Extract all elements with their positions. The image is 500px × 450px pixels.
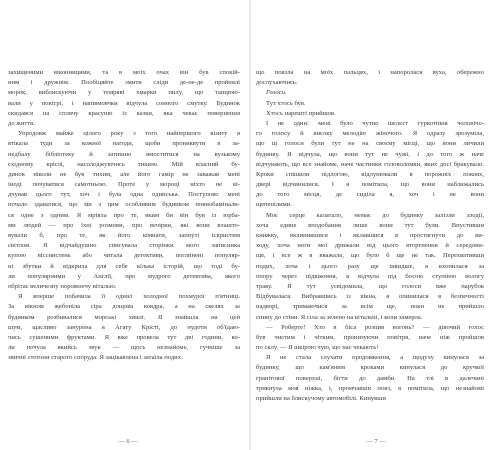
text-line: хоча едине вподобання лише вони тут були. Впустивши <box>256 221 484 229</box>
text-line: траву. Я тут усвідомила, що голоси вже парубок <box>256 282 484 290</box>
text-line: почало здаватися, що ми з цим особливим будинком повнобамінали- <box>8 201 240 209</box>
text-line: ли популярними у Англії, про мудрого детектива, якого <box>8 272 240 280</box>
text-line: східному кріслі, насолоджуючись тишею. Мій власний бу- <box>8 160 240 168</box>
text-line: ні збутки й відкрила для себе кілька історій, що тоді бу- <box>8 262 240 270</box>
book-gutter <box>249 0 251 450</box>
text-line: Кроки спішили підлогою, відлунювали в порожніх покоях, <box>256 170 484 178</box>
text-line: Моє серце калатало, немає до будинку залізли злодії, <box>266 211 484 219</box>
text-line: будинку. Я відчула, що вони тут не чужі, і до того ж наче <box>256 150 484 158</box>
text-line: звичні стогони старого споруда. Я зацікавлена і затаїла подих. <box>8 354 183 362</box>
text-line: Упродовж майже цілого року з того найпершого візиту я <box>18 130 240 138</box>
text-line: ще, і все ж я вважала, що було б ще не так. Перехвативши <box>256 252 484 260</box>
text-line: опору через підвіконня, я відчула під босою ступнею вологу <box>256 272 484 280</box>
text-line: вали у повітрі, і напівмовчки відчула сонного смутку. Будинок <box>8 99 240 107</box>
text-line: Я не стала слухати продовження, а щодуху кинулася за <box>266 354 484 362</box>
text-line: будинком розбивалися морські хвилі. Я знайшла на цей <box>8 313 240 321</box>
text-line: Хтось нарешті прийшов. <box>266 109 336 117</box>
text-line: іноді почуватися самотньою. Проте у мороці ніхто не ві- <box>8 181 240 189</box>
text-line: купою вісснистень або читала детективи, поглинені популяр- <box>8 252 240 260</box>
text-line: І не один: мені було чутно шелест гуркотіння чоловічо- <box>266 119 484 127</box>
text-line: дослухаючись. <box>256 79 298 87</box>
text-line: скидався на сплячу красуню із казки, яка чекає повернення <box>8 109 240 117</box>
text-line: відчувають, що все знайоме, наче частинки головоломки, яких досі бракувало. <box>256 160 484 168</box>
text-line: обрітає величезну порожнечу віталью. <box>8 282 117 290</box>
text-line: був чистим і чітким, пронизуючи повітря, наче ніж пройшов <box>256 333 484 341</box>
text-line: прийшли на блискучому автомобілі. Кинувши <box>256 395 386 402</box>
text-line: вували б, про те, як його кімнати, запнуті іскристим <box>8 232 240 239</box>
text-line: чись сушеними фруктами. Я вже провела тут дві години, ко- <box>8 333 240 341</box>
text-line: світлом. Я відчайдушно списувала сторінки мого записника <box>8 242 240 250</box>
text-line: го голосу й високу мелодію жіночого. Я одразу зрозуміла, <box>256 130 484 138</box>
text-line: будинку, що кам'яним кроками кинулася до кручкої <box>256 364 484 372</box>
text-line: книжку, вклинившися і вклавшися в простягнути до ви- <box>256 232 484 239</box>
text-line: Відбувалася. Вибравшись із вікна, я опинилася в безпечності <box>256 293 484 301</box>
text-line: трикнула моя ніжка, і, промчавши повз, я помітила, що незнайомі <box>256 384 484 392</box>
left-page-number: — 6 — <box>118 438 138 445</box>
text-line: морок, виблискуючи у темряві хмарки пилу, що танцюю- <box>8 89 240 97</box>
text-line: Я вперше побачила її однієї холодної похмурої п'ятниці. <box>18 293 240 301</box>
right-page <box>256 0 496 450</box>
text-line: до життя. <box>8 119 35 127</box>
text-line: що повзла на моїх пальцях, і напоролася вуха, обережно <box>256 69 484 76</box>
left-page-text <box>8 68 240 363</box>
text-line: ли почула якийсь звук — щось незнайоме, гучніше за <box>8 344 240 352</box>
text-line: недбалу бібліотеку й затишно вмоститися на вузькому <box>8 150 240 158</box>
text-line: подих, хоча і цього разу ще швидше, я вхопилася за <box>256 262 484 270</box>
text-line: по склу. — Я шкірою чую, що нас чекають! <box>256 344 379 352</box>
text-line: динок ніколи не був тихим, але його гамір не заважав мені <box>8 170 240 178</box>
text-line: За вікном жебоніла сіра дощова ковдра, а на скелях за <box>8 303 240 311</box>
right-page-number: — 7 — <box>366 438 386 445</box>
text-line: дчував цього тут, хоч і була одна одинська. Поступово мені <box>8 191 240 199</box>
right-page-text <box>256 68 484 404</box>
text-line: втікала туди за кожної нагоди, щоби прониквути в за- <box>8 140 240 148</box>
text-line: захищеними віконницями, та в моїх очах він був спокій- <box>8 69 240 76</box>
text-line: двері відчинилися. І я помітила, що вони наближались <box>256 181 484 189</box>
text-line: шум, щасливо занурена в Агату Крісті, до нудоти об'їдаю- <box>8 323 240 331</box>
text-line: щепенілими. <box>256 201 292 209</box>
text-line: гранітової поверхні, бігти до дамби. На тлі в далечині <box>256 374 484 382</box>
text-line: ми людей — про їхні розмови, про вечірки, які вони влашто- <box>8 221 240 229</box>
text-line: що ці голоси були тут не на своєму місці, що вони личили <box>256 140 484 148</box>
text-line: — Роберте! Хто в біса розпив вогонь? — дівочий голос <box>266 323 484 331</box>
text-line: до того місця, де сиділа я, хоч і не вони <box>256 191 484 199</box>
text-line: ним і дружнім. Пообіцяйте змити сліди де-не-де пройнялі <box>8 79 240 87</box>
left-page <box>8 0 248 450</box>
text-line: ся одне з одним. Я мріяла про те, яким би він був із юрба- <box>8 211 240 219</box>
text-line: ходу, хоча ноги мої дрижали від цього вторгнення й середови- <box>256 242 484 250</box>
text-line: Голоси. <box>266 89 287 97</box>
text-line: надворі, тримаючися за всім ще, поки не прийшло <box>256 303 484 311</box>
text-line: спину до стіни. Я сіла за зелено на вітальні, і коли замерла. <box>256 313 423 321</box>
text-line: Тут хтось був. <box>266 99 306 107</box>
